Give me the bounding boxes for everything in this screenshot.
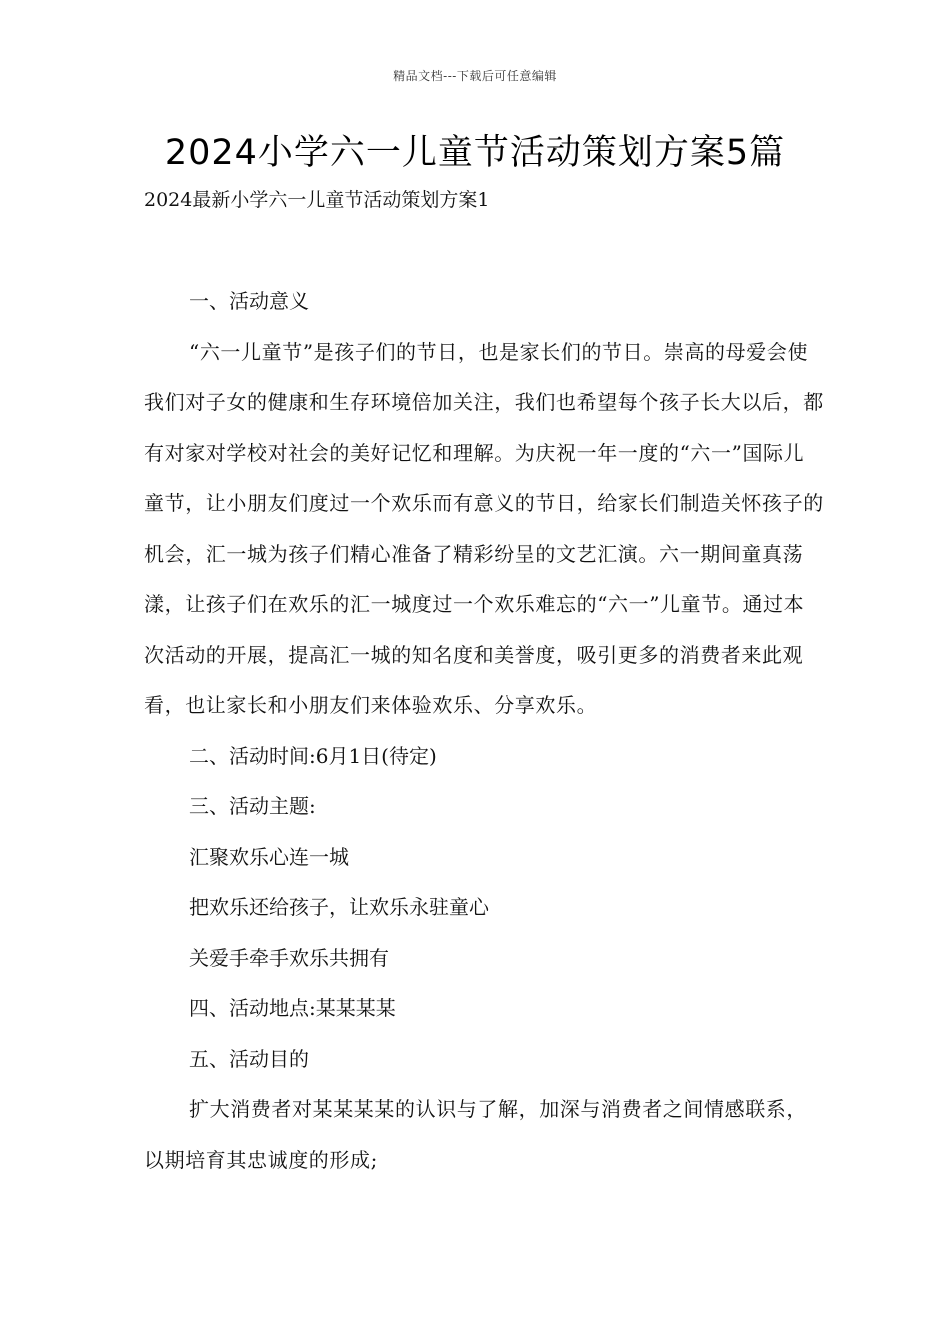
section-heading-5: 五、活动目的 bbox=[189, 1046, 309, 1071]
header-note: 精品文档---下载后可任意编辑 bbox=[393, 69, 557, 83]
section-heading-2: 二、活动时间:6月1日(待定) bbox=[189, 743, 437, 768]
theme-line-2: 把欢乐还给孩子，让欢乐永驻童心 bbox=[189, 895, 489, 919]
section-paragraph-1: “六一儿童节”是孩子们的节日，也是家长们的节日。崇高的母爱会使我们对子女的健康和生存环境倍加关注，我们也希望每个孩子长大以后，都有对家对学校对社会的美好记忆和理解。为庆祝一年一度的“六一”国际儿童节，让小朋友们度过一个欢乐而有意义的节日，给家长们制造关怀孩子的机会，汇一城为孩子们精心准备了精彩纷呈的文艺汇演。六一期间童真荡漾，让孩子们在欢乐的汇一城度过一个欢乐难忘的“六一”儿童节。通过本次活动的开展，提高汇一城的知名度和美誉度，吸引更多的消费者来此观看，也让家长和小朋友们来体验欢乐、分享欢乐。 bbox=[144, 339, 824, 717]
section-heading-1: 一、活动意义 bbox=[189, 289, 309, 313]
section-paragraph-5: 扩大消费者对某某某某的认识与了解，加深与消费者之间情感联系，以期培育其忠诚度的形成; bbox=[144, 1097, 807, 1172]
document-title: 2024小学六一儿童节活动策划方案5篇 bbox=[164, 133, 786, 173]
theme-line-1: 汇聚欢乐心连一城 bbox=[189, 844, 349, 869]
theme-line-3: 关爱手牵手欢乐共拥有 bbox=[189, 945, 389, 970]
section-heading-4: 四、活动地点:某某某某 bbox=[189, 996, 396, 1020]
document-subtitle: 2024最新小学六一儿童节活动策划方案1 bbox=[144, 189, 490, 211]
section-heading-3: 三、活动主题: bbox=[189, 794, 316, 818]
document-body bbox=[144, 276, 824, 1185]
